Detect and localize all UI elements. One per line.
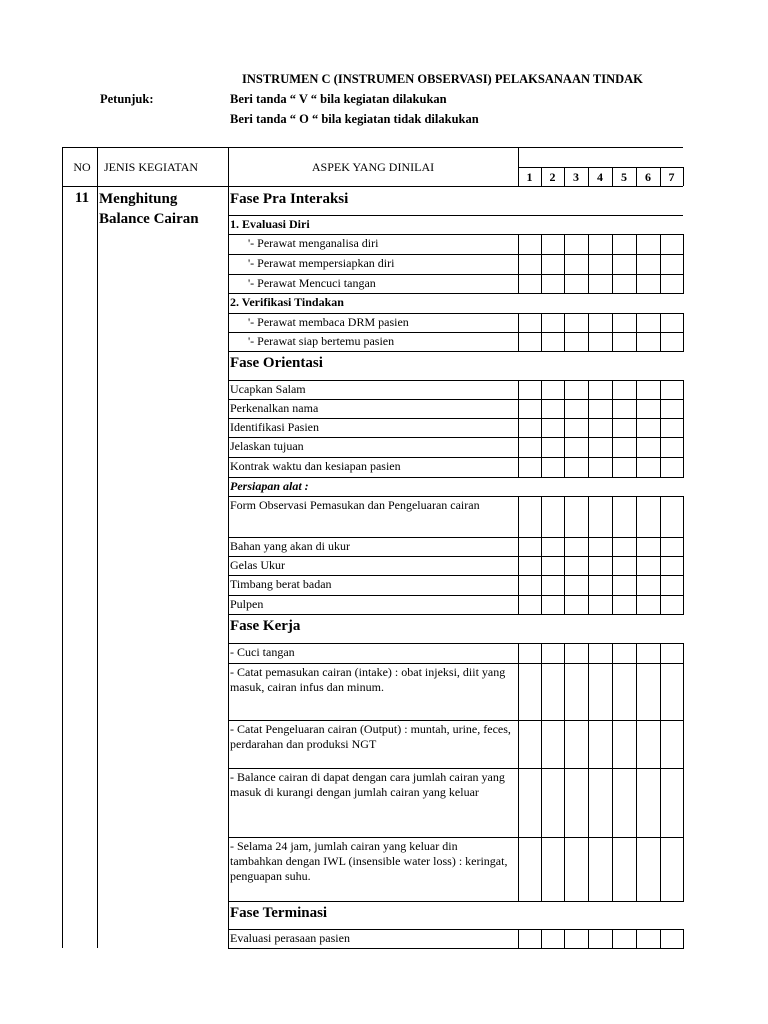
grid-line bbox=[588, 418, 589, 438]
grid-line bbox=[636, 575, 637, 596]
grid-line bbox=[636, 663, 637, 721]
grid-line bbox=[612, 496, 613, 538]
grid-line bbox=[518, 768, 519, 838]
grid-line bbox=[518, 380, 519, 400]
grid-line bbox=[636, 437, 637, 458]
grid-line bbox=[636, 332, 637, 352]
grid-line bbox=[660, 332, 661, 352]
grid-line bbox=[660, 437, 661, 458]
grid-line bbox=[564, 496, 565, 538]
grid-line bbox=[518, 399, 519, 419]
grid-line bbox=[97, 147, 98, 948]
grid-line bbox=[636, 380, 637, 400]
grid-line bbox=[612, 437, 613, 458]
aspect-item: Gelas Ukur bbox=[230, 558, 285, 572]
aspect-item: '- Perawat mempersiapkan diri bbox=[248, 256, 395, 270]
grid-line bbox=[518, 274, 519, 294]
grid-line bbox=[588, 399, 589, 419]
grid-line bbox=[612, 556, 613, 576]
grid-line bbox=[518, 332, 519, 352]
grid-line bbox=[612, 929, 613, 949]
grid-line bbox=[612, 313, 613, 333]
grid-line bbox=[612, 234, 613, 255]
grid-line bbox=[683, 768, 684, 838]
grid-line bbox=[228, 186, 518, 187]
grid-line bbox=[228, 663, 683, 664]
instruction-line-1: Beri tanda “ V “ bila kegiatan dilakukan bbox=[230, 92, 447, 106]
aspect-item: '- Perawat membaca DRM pasien bbox=[248, 315, 409, 329]
grid-line bbox=[588, 643, 589, 664]
aspect-item: Ucapkan Salam bbox=[230, 382, 306, 396]
aspect-item: Bahan yang akan di ukur bbox=[230, 539, 350, 553]
grid-line bbox=[564, 332, 565, 352]
grid-line bbox=[683, 575, 684, 596]
grid-line bbox=[588, 720, 589, 769]
grid-line bbox=[588, 663, 589, 721]
grid-line bbox=[660, 399, 661, 419]
grid-line bbox=[228, 614, 683, 615]
grid-line bbox=[636, 768, 637, 838]
grid-line bbox=[228, 437, 683, 438]
grid-line bbox=[541, 496, 542, 538]
grid-line bbox=[683, 167, 684, 186]
grid-line bbox=[636, 313, 637, 333]
grid-line bbox=[660, 643, 661, 664]
grid-line bbox=[541, 418, 542, 438]
grid-line bbox=[683, 254, 684, 275]
grid-line bbox=[612, 643, 613, 664]
grid-line bbox=[588, 380, 589, 400]
grid-line bbox=[228, 595, 683, 596]
grid-line bbox=[228, 187, 229, 948]
document-title: INSTRUMEN C (INSTRUMEN OBSERVASI) PELAKSANAAN TINDAK bbox=[242, 72, 643, 86]
grid-line bbox=[636, 643, 637, 664]
grid-line bbox=[564, 663, 565, 721]
col-header-jenis: JENIS KEGIATAN bbox=[104, 160, 199, 174]
grid-line bbox=[683, 837, 684, 902]
grid-line bbox=[660, 663, 661, 721]
grid-line bbox=[612, 663, 613, 721]
grid-line bbox=[518, 929, 519, 949]
grid-line bbox=[564, 234, 565, 255]
grid-line bbox=[228, 768, 683, 769]
grid-line bbox=[683, 720, 684, 769]
grid-line bbox=[588, 332, 589, 352]
grid-line bbox=[660, 537, 661, 557]
grid-line bbox=[228, 215, 683, 216]
score-col-header: 4 bbox=[597, 170, 603, 184]
grid-line bbox=[564, 457, 565, 478]
grid-line bbox=[518, 254, 519, 275]
aspect-item: Form Observasi Pemasukan dan Pengeluaran cairan bbox=[230, 498, 480, 512]
grid-line bbox=[660, 234, 661, 255]
aspect-item: Jelaskan tujuan bbox=[230, 439, 304, 453]
row-number: 11 bbox=[74, 190, 90, 206]
grid-line bbox=[660, 837, 661, 902]
grid-line bbox=[636, 399, 637, 419]
grid-line bbox=[541, 643, 542, 664]
grid-line bbox=[518, 496, 519, 538]
grid-line bbox=[228, 496, 683, 497]
grid-line bbox=[564, 399, 565, 419]
grid-line bbox=[683, 399, 684, 419]
grid-line bbox=[564, 437, 565, 458]
grid-line bbox=[228, 477, 683, 478]
aspect-item: '- Perawat menganalisa diri bbox=[248, 236, 379, 250]
grid-line bbox=[228, 457, 683, 458]
aspect-item: Pulpen bbox=[230, 597, 264, 611]
grid-line bbox=[683, 643, 684, 664]
grid-line bbox=[228, 254, 683, 255]
grid-line bbox=[612, 768, 613, 838]
grid-line bbox=[228, 643, 683, 644]
grid-line bbox=[660, 720, 661, 769]
grid-line bbox=[564, 313, 565, 333]
grid-line bbox=[612, 254, 613, 275]
grid-line bbox=[564, 720, 565, 769]
grid-line bbox=[228, 234, 683, 235]
grid-line bbox=[612, 274, 613, 294]
grid-line bbox=[612, 575, 613, 596]
grid-line bbox=[588, 768, 589, 838]
aspect-item: Kontrak waktu dan kesiapan pasien bbox=[230, 459, 401, 473]
grid-line bbox=[564, 418, 565, 438]
grid-line bbox=[564, 537, 565, 557]
grid-line bbox=[683, 929, 684, 949]
score-col-header: 7 bbox=[668, 170, 675, 184]
section-heading: Persiapan alat : bbox=[230, 479, 309, 493]
grid-line bbox=[683, 234, 684, 255]
grid-line bbox=[228, 293, 683, 294]
grid-line bbox=[660, 595, 661, 615]
grid-line bbox=[541, 575, 542, 596]
grid-line bbox=[636, 595, 637, 615]
grid-line bbox=[588, 437, 589, 458]
grid-line bbox=[518, 234, 519, 255]
grid-line bbox=[518, 418, 519, 438]
grid-line bbox=[612, 418, 613, 438]
grid-line bbox=[541, 399, 542, 419]
grid-line bbox=[683, 556, 684, 576]
grid-line bbox=[564, 595, 565, 615]
grid-line bbox=[660, 313, 661, 333]
aspect-item: - Catat pemasukan cairan (intake) : obat injeksi, diit yang masuk, cairan infus dan minum. bbox=[230, 665, 506, 694]
score-col-header: 2 bbox=[549, 170, 556, 184]
grid-line bbox=[636, 720, 637, 769]
aspect-item: '- Perawat Mencuci tangan bbox=[248, 276, 376, 290]
petunjuk-label: Petunjuk: bbox=[100, 92, 154, 106]
grid-line bbox=[564, 768, 565, 838]
grid-line bbox=[588, 575, 589, 596]
aspect-item: Timbang berat badan bbox=[230, 577, 332, 591]
grid-line bbox=[588, 556, 589, 576]
grid-line bbox=[228, 720, 683, 721]
grid-line bbox=[564, 274, 565, 294]
grid-line bbox=[228, 351, 683, 352]
aspect-item: '- Perawat siap bertemu pasien bbox=[248, 334, 395, 348]
grid-line bbox=[612, 399, 613, 419]
grid-line bbox=[228, 399, 683, 400]
grid-line bbox=[683, 313, 684, 333]
grid-line bbox=[228, 380, 683, 381]
aspect-item: Identifikasi Pasien bbox=[230, 420, 319, 434]
score-col-header: 1 bbox=[526, 170, 533, 184]
grid-line bbox=[518, 575, 519, 596]
phase-heading: Fase Pra Interaksi bbox=[230, 191, 349, 207]
grid-line bbox=[683, 496, 684, 538]
grid-line bbox=[541, 254, 542, 275]
grid-line bbox=[683, 595, 684, 615]
grid-line bbox=[228, 313, 683, 314]
grid-line bbox=[564, 575, 565, 596]
grid-line bbox=[660, 418, 661, 438]
grid-line bbox=[541, 457, 542, 478]
col-header-no: NO bbox=[73, 160, 91, 174]
grid-line bbox=[518, 457, 519, 478]
col-header-aspek: ASPEK YANG DINILAI bbox=[311, 160, 435, 174]
grid-line bbox=[660, 380, 661, 400]
grid-line bbox=[683, 457, 684, 478]
grid-line bbox=[683, 537, 684, 557]
score-col-header: 3 bbox=[573, 170, 579, 184]
grid-line bbox=[588, 595, 589, 615]
grid-line bbox=[588, 929, 589, 949]
grid-line bbox=[564, 380, 565, 400]
grid-line bbox=[62, 147, 63, 948]
grid-line bbox=[228, 556, 683, 557]
grid-line bbox=[612, 332, 613, 352]
score-col-header: 6 bbox=[645, 170, 651, 184]
grid-line bbox=[518, 313, 519, 333]
grid-line bbox=[228, 418, 683, 419]
phase-heading: Fase Kerja bbox=[230, 618, 301, 634]
grid-line bbox=[518, 720, 519, 769]
grid-line bbox=[228, 837, 683, 838]
grid-line bbox=[636, 496, 637, 538]
aspect-item: - Cuci tangan bbox=[230, 645, 295, 659]
grid-line bbox=[660, 768, 661, 838]
section-heading: 2. Verifikasi Tindakan bbox=[230, 295, 344, 309]
grid-line bbox=[612, 380, 613, 400]
grid-line bbox=[541, 537, 542, 557]
aspect-item: - Balance cairan di dapat dengan cara jumlah cairan yang masuk di kurangi dengan jumlah cairan yang keluar bbox=[230, 770, 505, 799]
grid-line bbox=[588, 313, 589, 333]
grid-line bbox=[612, 537, 613, 557]
grid-line bbox=[636, 837, 637, 902]
grid-line bbox=[541, 720, 542, 769]
grid-line bbox=[541, 768, 542, 838]
grid-line bbox=[636, 457, 637, 478]
aspect-item: - Catat Pengeluaran cairan (Output) : muntah, urine, feces, perdarahan dan produksi NGT bbox=[230, 722, 511, 751]
grid-line bbox=[541, 380, 542, 400]
phase-heading: Fase Orientasi bbox=[230, 355, 323, 371]
grid-line bbox=[588, 837, 589, 902]
grid-line bbox=[541, 234, 542, 255]
grid-line bbox=[612, 837, 613, 902]
grid-line bbox=[541, 274, 542, 294]
grid-line bbox=[564, 929, 565, 949]
grid-line bbox=[62, 147, 683, 148]
phase-heading: Fase Terminasi bbox=[230, 905, 328, 921]
grid-line bbox=[518, 837, 519, 902]
grid-line bbox=[612, 595, 613, 615]
grid-line bbox=[636, 418, 637, 438]
grid-line bbox=[636, 274, 637, 294]
grid-line bbox=[683, 332, 684, 352]
grid-line bbox=[518, 167, 683, 168]
grid-line bbox=[660, 457, 661, 478]
grid-line bbox=[518, 643, 519, 664]
grid-line bbox=[636, 234, 637, 255]
section-heading: 1. Evaluasi Diri bbox=[230, 217, 310, 231]
grid-line bbox=[228, 575, 683, 576]
grid-line bbox=[636, 537, 637, 557]
grid-line bbox=[612, 457, 613, 478]
grid-line bbox=[660, 254, 661, 275]
grid-line bbox=[564, 556, 565, 576]
grid-line bbox=[564, 643, 565, 664]
grid-line bbox=[660, 575, 661, 596]
grid-line bbox=[588, 234, 589, 255]
grid-line bbox=[518, 595, 519, 615]
instruction-line-2: Beri tanda “ O “ bila kegiatan tidak dilakukan bbox=[230, 112, 479, 126]
grid-line bbox=[588, 274, 589, 294]
grid-line bbox=[636, 929, 637, 949]
grid-line bbox=[228, 929, 683, 930]
activity-name: Menghitung Balance Cairan bbox=[99, 191, 199, 227]
grid-line bbox=[518, 186, 683, 187]
grid-line bbox=[588, 254, 589, 275]
grid-line bbox=[541, 313, 542, 333]
grid-line bbox=[683, 380, 684, 400]
grid-line bbox=[62, 186, 228, 187]
grid-line bbox=[228, 274, 683, 275]
grid-line bbox=[518, 556, 519, 576]
aspect-item: Perkenalkan nama bbox=[230, 401, 319, 415]
grid-line bbox=[660, 274, 661, 294]
grid-line bbox=[541, 837, 542, 902]
grid-line bbox=[683, 663, 684, 721]
grid-line bbox=[228, 332, 683, 333]
grid-line bbox=[541, 556, 542, 576]
grid-line bbox=[683, 418, 684, 438]
grid-line bbox=[636, 254, 637, 275]
grid-line bbox=[683, 274, 684, 294]
grid-line bbox=[588, 496, 589, 538]
grid-line bbox=[588, 457, 589, 478]
grid-line bbox=[518, 537, 519, 557]
grid-line bbox=[518, 663, 519, 721]
grid-line bbox=[612, 720, 613, 769]
grid-line bbox=[541, 663, 542, 721]
grid-line bbox=[588, 537, 589, 557]
grid-line bbox=[541, 929, 542, 949]
grid-line bbox=[636, 556, 637, 576]
grid-line bbox=[518, 437, 519, 458]
grid-line bbox=[683, 437, 684, 458]
score-col-header: 5 bbox=[621, 170, 627, 184]
grid-line bbox=[564, 254, 565, 275]
grid-line bbox=[660, 929, 661, 949]
grid-line bbox=[228, 948, 683, 949]
grid-line bbox=[228, 537, 683, 538]
grid-line bbox=[541, 332, 542, 352]
aspect-item: Evaluasi perasaan pasien bbox=[230, 931, 350, 945]
grid-line bbox=[228, 901, 683, 902]
grid-line bbox=[660, 496, 661, 538]
grid-line bbox=[564, 837, 565, 902]
aspect-item: - Selama 24 jam, jumlah cairan yang keluar din tambahkan dengan IWL (insensible water loss) : keringat, penguapan suhu. bbox=[230, 839, 508, 883]
grid-line bbox=[660, 556, 661, 576]
grid-line bbox=[541, 437, 542, 458]
grid-line bbox=[541, 595, 542, 615]
